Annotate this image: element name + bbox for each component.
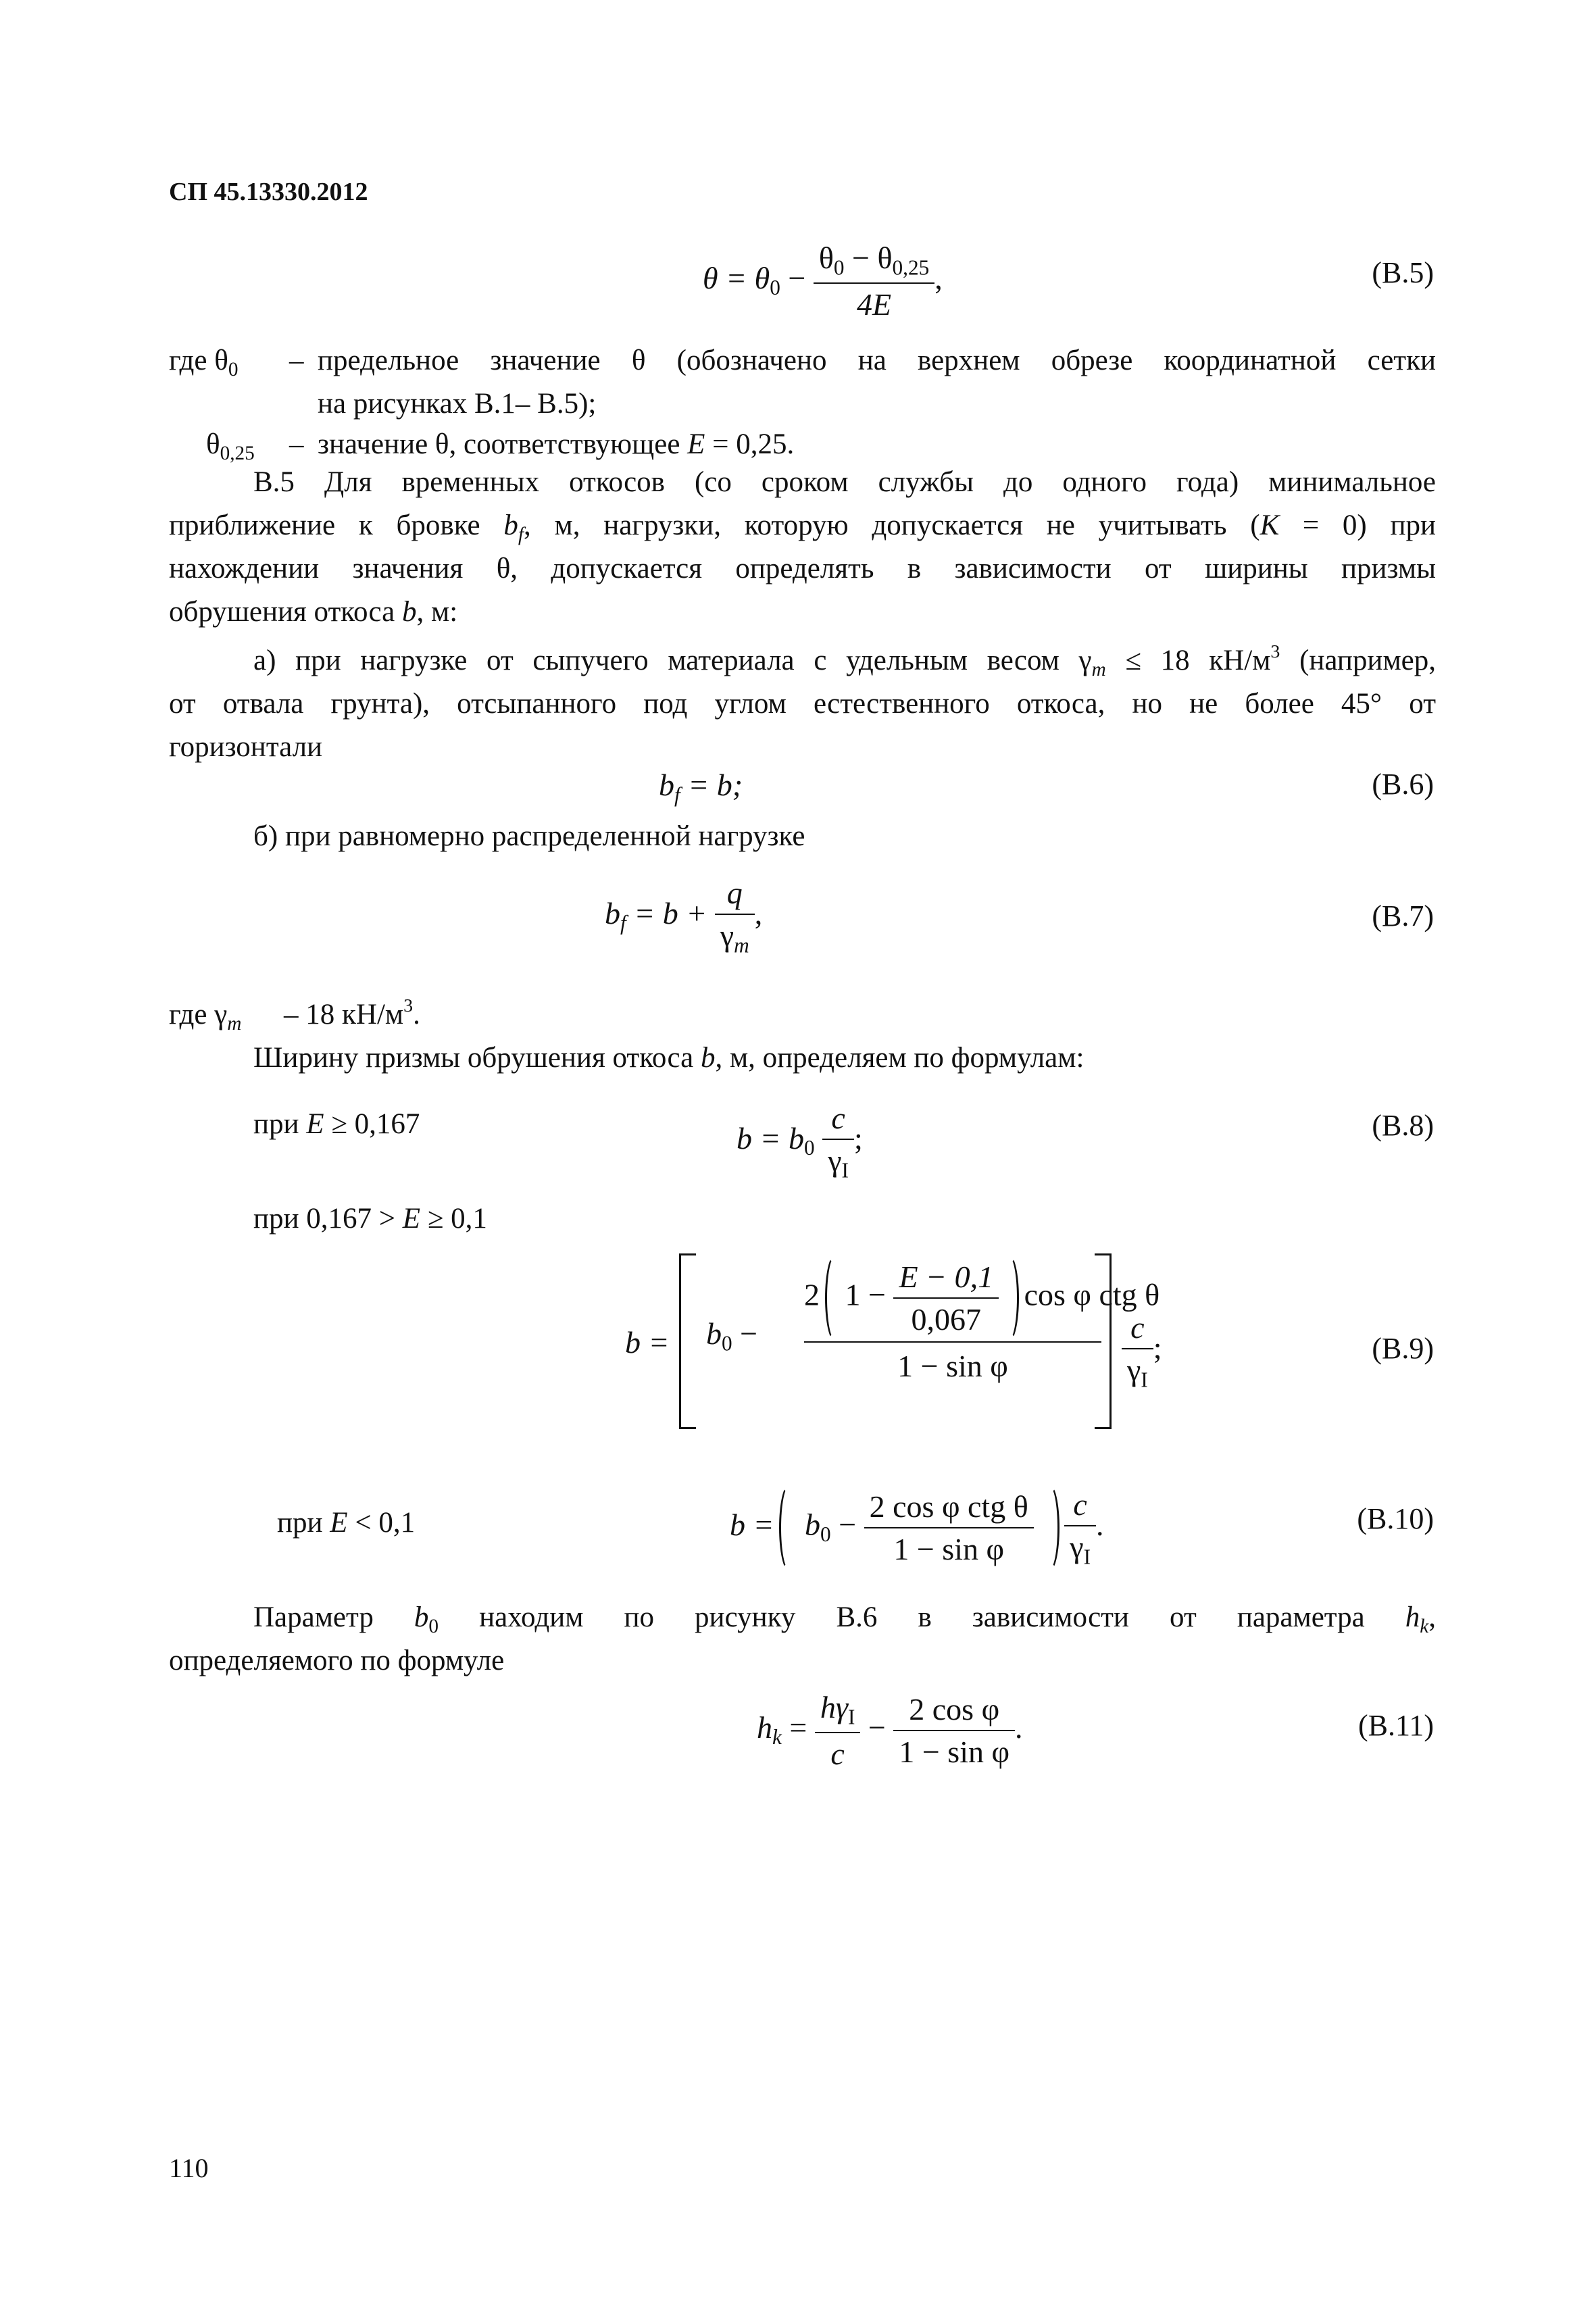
formula-b9-b0: $b_0$ − bbox=[706, 1316, 758, 1355]
formula-b10: b = $b_0$ − $\frac{\text{2 cos φ ctg θ}}{\text{1 − sin φ}}$ $\frac{c}{\gamma_I}$ . bbox=[730, 1487, 1104, 1569]
para-b5-line1: В.5 Для временных откосов (со сроком службы до одного года) минимальное bbox=[253, 466, 1436, 498]
formula-b7-fraction: $\frac{q}{\gamma_m}$ bbox=[715, 875, 755, 957]
formula-b5: $\theta = \theta_0$ − $\frac{\theta_0 - \theta_{0,25}}{4E}$ , bbox=[703, 241, 943, 322]
formula-b6: $b_f = b$; bbox=[659, 768, 743, 807]
equation-number-b10: (В.10) bbox=[1357, 1502, 1434, 1535]
formula-b9-denominator: 1 − sin φ bbox=[897, 1349, 1008, 1383]
case-1-label: при E ≥ 0,167 bbox=[253, 1108, 420, 1140]
where-theta0-lead: где $\theta_0$ bbox=[169, 345, 239, 380]
equation-number-b11: (В.11) bbox=[1357, 1709, 1434, 1742]
formula-b10-fraction: $\frac{\text{2 cos φ ctg θ}}{\text{1 − sin φ}}$ bbox=[864, 1489, 1034, 1567]
para-width-text: Ширину призмы обрушения откоса b, м, определяем по формулам: bbox=[253, 1042, 1084, 1074]
left-square-bracket bbox=[679, 1253, 696, 1429]
formula-b9-numerator: 2 1 − $\frac{E - 0,1}{0,067}$ cos φ ctg θ bbox=[804, 1259, 1101, 1343]
formula-b11: $h_k$ = $\frac{h\gamma_I}{c}$ − $\frac{\text{2 cos φ}}{\text{1 − sin φ}}$ . bbox=[757, 1690, 1023, 1772]
formula-b9-lhs: b = bbox=[625, 1325, 670, 1360]
para-b5-line2: приближение к бровке $b_f$, м, нагрузки, которую допускается не учитывать (К = 0) при bbox=[169, 509, 1437, 545]
left-parenthesis bbox=[779, 1485, 799, 1571]
para-b5-line3: нахождении значения θ, допускается определять в зависимости от ширины призмы bbox=[169, 553, 1436, 584]
where-gamma-m-text: – 18 $кН/м^3$. bbox=[284, 995, 420, 1030]
equation-number-b7: (В.7) bbox=[1372, 899, 1434, 932]
formula-b10-paren-group: $b_0$ − $\frac{\text{2 cos φ ctg θ}}{\text{1 − sin φ}}$ bbox=[782, 1489, 1057, 1567]
formula-b5-fraction: $\frac{\theta_0 - \theta_{0,25}}{4E}$ bbox=[814, 240, 934, 322]
equation-number-b9: (В.9) bbox=[1372, 1332, 1434, 1365]
formula-b9-c-over-gamma: $\frac{c}{\gamma_I}$ bbox=[1122, 1310, 1153, 1392]
right-parenthesis bbox=[1040, 1485, 1059, 1571]
formula-b9-tail: $\frac{c}{\gamma_I}$ ; bbox=[1122, 1310, 1162, 1392]
where-gamma-m-lead: где $\gamma_m$ bbox=[169, 999, 242, 1035]
para-param-line1: Параметр $b_0$ находим по рисунку В.6 в зависимости от параметра $h_k$, bbox=[253, 1601, 1436, 1637]
where-theta025-symbol: $\theta_{0,25}$ bbox=[206, 428, 255, 464]
equation-number-b6: (В.6) bbox=[1372, 768, 1434, 801]
document-id: СП 45.13330.2012 bbox=[169, 178, 368, 206]
item-b-text: б) при равномерно распределенной нагрузке bbox=[253, 820, 805, 852]
where-theta025-text: значение θ, соответствующее E = 0,25. bbox=[318, 428, 795, 460]
formula-b10-c-over-gamma: $\frac{c}{\gamma_I}$ bbox=[1064, 1487, 1096, 1569]
formula-b9-inner-fraction: $\frac{E - 0,1}{0,067}$ bbox=[893, 1259, 999, 1337]
page-number: 110 bbox=[169, 2153, 209, 2183]
formula-b8: $b = b_0$ $\frac{c}{\gamma_I}$ ; bbox=[737, 1101, 863, 1183]
left-parenthesis bbox=[825, 1255, 845, 1341]
where-theta0-line2: на рисунках В.1– В.5); bbox=[318, 388, 597, 420]
formula-b11-fraction-1: $\frac{h\gamma_I}{c}$ bbox=[815, 1689, 861, 1772]
item-a-line1: а) при нагрузке от сыпучего материала с удельным весом $\gamma_m \le 18$ $кН/м^3$ (например, bbox=[253, 641, 1436, 680]
where-theta0-line1: предельное значение θ (обозначено на верхнем обрезе координатной сетки bbox=[318, 345, 1436, 376]
case-2-label: при 0,167 > E ≥ 0,1 bbox=[253, 1203, 487, 1235]
right-parenthesis bbox=[999, 1255, 1019, 1341]
case-3-label: при E < 0,1 bbox=[277, 1507, 416, 1539]
equation-number-b8: (В.8) bbox=[1372, 1109, 1434, 1142]
para-param-line2: определяемого по формуле bbox=[169, 1645, 505, 1676]
item-a-line2: от отвала грунта), отсыпанного под углом естественного откоса, но не более 45° от bbox=[169, 688, 1436, 720]
formula-b7: $b_f = b$ + $\frac{q}{\gamma_m}$ , bbox=[605, 876, 763, 957]
para-b5-line4: обрушения откоса b, м: bbox=[169, 596, 458, 628]
equation-number-b5: (В.5) bbox=[1372, 256, 1434, 289]
item-a-line3: горизонтали bbox=[169, 731, 323, 763]
where-theta0-dash: – bbox=[289, 345, 304, 376]
formula-b11-fraction-2: $\frac{\text{2 cos φ}}{\text{1 − sin φ}}$ bbox=[893, 1691, 1015, 1770]
where-theta025-dash: – bbox=[289, 428, 304, 460]
formula-b9-inner-group: 1 − $\frac{E - 0,1}{0,067}$ bbox=[828, 1259, 1017, 1337]
formula-b8-fraction: $\frac{c}{\gamma_I}$ bbox=[822, 1100, 854, 1183]
